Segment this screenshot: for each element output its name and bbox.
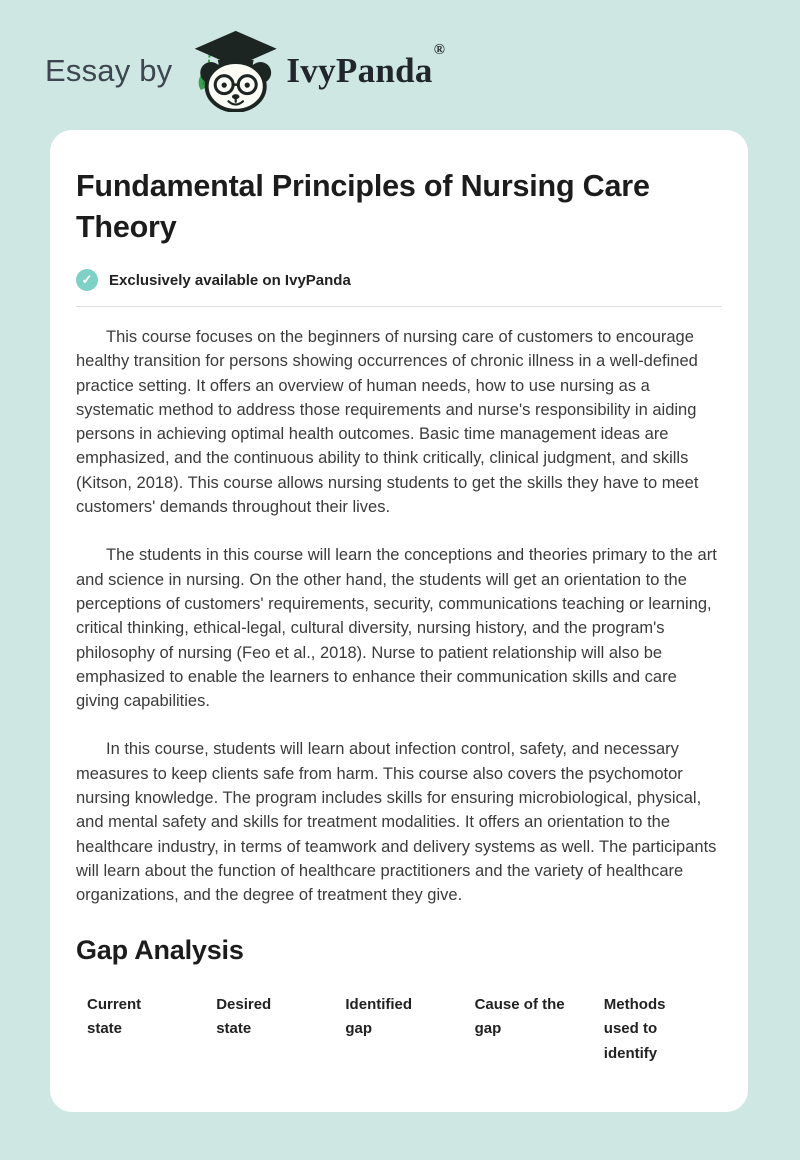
paragraph-1: This course focuses on the beginners of nursing care of customers to encourage healthy transition for persons showing occurrences of chronic illness in a well-defined practice setting. It offers an overview of human needs, how to use nursing as a systematic method to address those requirements and nurse's responsibility in aiding persons in achieving optimal health outcomes. Basic time management ideas are emphasized, and the continuous ability to think critically, clinical judgment, and skills (Kitson, 2018). This course allows nursing students to get the skills they have to meet customers' demands throughout their lives. [76, 328, 699, 517]
registered-trademark-symbol: ® [433, 42, 446, 58]
table-header-desired-state: Desired state [216, 995, 272, 1038]
table-header-identified-gap: Identified gap [345, 995, 413, 1038]
check-icon: ✓ [76, 269, 98, 291]
paragraph-3: In this course, students will learn about infection control, safety, and necessary measures to keep clients safe from harm. This course also covers the psychomotor nursing knowledge. The program includes skills for ensuring microbiological, physical, and mental safety and skills for treatment modalities. It offers an orientation to the healthcare industry, in terms of teamwork and delivery systems as well. The participants will learn about the function of healthcare practitioners and the variety of healthcare organizations, and the degree of treatment they give. [76, 740, 717, 905]
exclusive-badge [76, 269, 722, 291]
table-header-methods: Methods used to identify [603, 995, 666, 1062]
exclusive-badge-label: Exclusively available on IvyPanda [109, 271, 351, 289]
gap-analysis-table [76, 993, 722, 1067]
page-title: Fundamental Principles of Nursing Care Theory [76, 169, 650, 244]
section-heading-gap-analysis: Gap Analysis [76, 934, 244, 965]
essay-body [76, 325, 722, 908]
paragraph-2: The students in this course will learn the conceptions and theories primary to the art and science in nursing. On the other hand, the students will get an orientation to the perceptions of customers' requirements, security, communications teaching or learning, critical thinking, ethical-legal, cultural diversity, nursing history, and the program's philosophy of nursing (Feo et al., 2018). Nurse to patient relationship will also be emphasized to enable the learners to enhance their communication skills and care giving capabilities. [76, 546, 717, 711]
brand-name-text: IvyPanda [286, 51, 433, 90]
page-header [45, 30, 445, 112]
essay-by-label: Essay by [45, 53, 173, 88]
ivypanda-panda-logo-icon [188, 30, 280, 112]
table-header-current-state: Current state [87, 995, 142, 1038]
table-header-cause-of-gap: Cause of the gap [474, 995, 565, 1038]
divider [76, 306, 722, 307]
brand-name [286, 42, 446, 91]
essay-card [50, 130, 748, 1112]
